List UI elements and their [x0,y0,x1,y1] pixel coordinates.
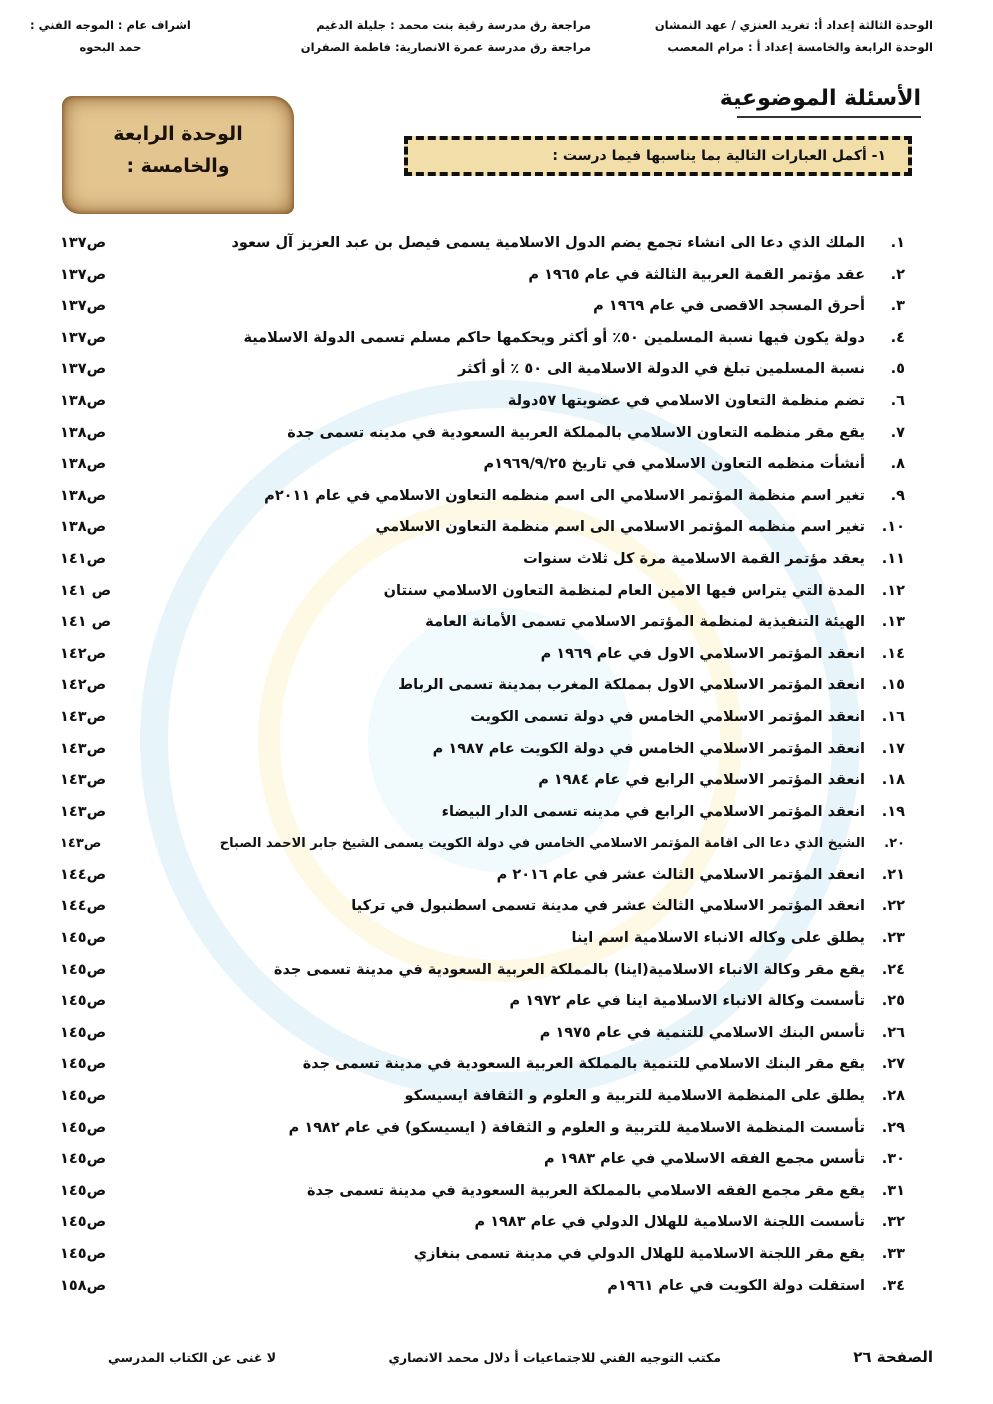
item-number: ١٤. [881,645,905,662]
item-number: ٢٩. [881,1119,905,1136]
list-item [60,1239,905,1271]
item-number: ١٢. [881,582,905,599]
item-text: انعقد المؤتمر الاسلامي الاول بمملكة المغرب بمدينة تسمى الرباط [398,677,865,694]
item-page-ref: ص١٤٢ [60,677,107,694]
header-prepared-by: الوحدة الثالثة إعداد أ: تغريد العنزي / عهد النمشان الوحدة الرابعة والخامسة إعداد أ : مرام المعصب [654,18,933,54]
list-item [60,986,905,1018]
item-page-ref: ص١٤٣ [60,836,102,852]
list-item [60,607,905,639]
item-number: ٣٢. [881,1214,905,1231]
list-item [60,354,905,386]
item-page-ref: ص١٤٥ [60,1088,107,1105]
item-text: يقع مقر البنك الاسلامي للتنمية بالمملكة العربية السعودية في مدينة تسمى جدة [302,1056,865,1073]
item-text: عقد مؤتمر القمة العربية الثالثة في عام ١٩٦٥ م [528,266,865,283]
item-number: ٦. [890,392,905,409]
item-page-ref: ص١٤٥ [60,1182,107,1199]
item-page-ref: ص ١٤١ [60,582,112,599]
header-supervision: اشراف عام : الموجه الفني : حمد البحوه [30,18,191,54]
item-page-ref: ص١٣٨ [60,424,107,441]
item-page-ref: ص١٤٤ [60,866,107,883]
unit-banner [62,96,294,214]
item-text: تأسست وكالة الانباء الاسلامية اينا في عام ١٩٧٢ م [509,993,865,1010]
item-number: ٩. [890,487,905,504]
item-text: انعقد المؤتمر الاسلامي الثالث عشر في عام ٢٠١٦ م [496,866,865,883]
item-number: ١٨. [881,772,905,789]
list-item [60,734,905,766]
item-number: ٧. [890,424,905,441]
item-text: انعقد المؤتمر الاسلامي الثالث عشر في مدينة تسمى اسطنبول في تركيا [351,898,865,915]
item-text: انعقد المؤتمر الاسلامي الخامس في دولة تسمى الكويت [470,708,865,725]
list-item [60,1113,905,1145]
list-item [60,1049,905,1081]
item-number: ٢. [890,266,905,283]
item-text: تضم منظمة التعاون الاسلامي في عضويتها ٥٧دولة [507,392,865,409]
item-page-ref: ص١٤٥ [60,993,107,1010]
item-page-ref: ص١٣٨ [60,519,107,536]
item-text: يقع مقر منظمه التعاون الاسلامي بالمملكة العربية السعودية في مدينه تسمى جدة [287,424,865,441]
item-page-ref: ص١٣٨ [60,487,107,504]
item-text: يقع مقر وكالة الانباء الاسلامية(اينا) بالمملكة العربية السعودية في مدينة تسمى جدة [273,961,865,978]
item-text: تغير اسم منظمه المؤتمر الاسلامي الى اسم منظمة التعاون الاسلامي [375,519,865,536]
item-number: ٢٨. [881,1088,905,1105]
item-text: أنشأت منظمه التعاون الاسلامي في تاريخ ١٩٦٩/٩/٢٥م [483,456,865,473]
item-page-ref: ص١٤٣ [60,803,107,820]
item-text: الشيخ الذي دعا الى اقامة المؤتمر الاسلامي الخامس في دولة الكويت يسمى الشيخ جابر الاحمد الصباح [219,836,865,852]
item-text: يعقد مؤتمر القمة الاسلامية مرة كل ثلاث سنوات [523,550,865,567]
item-number: ٢٤. [881,961,905,978]
item-number: ٢٧. [881,1056,905,1073]
item-text: انعقد المؤتمر الاسلامي الرابع في مدينه تسمى الدار البيضاء [441,803,865,820]
list-item [60,1144,905,1176]
item-number: ١. [890,235,905,251]
list-item [60,670,905,702]
list-item [60,1271,905,1303]
item-number: ٢٣. [881,930,905,947]
item-page-ref: ص ١٤١ [60,614,112,631]
list-item [60,291,905,323]
item-page-ref: ص١٤٥ [60,1056,107,1073]
item-number: ٣١. [881,1182,905,1199]
item-number: ١٦. [881,708,905,725]
item-text: تغير اسم منظمة المؤتمر الاسلامي الى اسم منظمه التعاون الاسلامي في عام ٢٠١١م [264,487,865,504]
item-number: ٢٦. [881,1024,905,1041]
list-item [60,386,905,418]
footer-note: لا غنى عن الكتاب المدرسي [108,1350,277,1365]
list-item [60,765,905,797]
item-text: استقلت دولة الكويت في عام ١٩٦١م [607,1277,865,1294]
list-item [60,512,905,544]
list-item [60,323,905,355]
list-item [60,923,905,955]
list-item [60,544,905,576]
item-text: انعقد المؤتمر الاسلامي الخامس في دولة الكويت عام ١٩٨٧ م [432,740,865,757]
item-number: ١٩. [881,803,905,820]
item-page-ref: ص١٣٧ [60,235,107,251]
item-text: انعقد المؤتمر الاسلامي الاول في عام ١٩٦٩ م [540,645,865,662]
item-text: يقع مقر اللجنة الاسلامية للهلال الدولي في مدينة تسمى بنغازي [413,1246,865,1262]
item-page-ref: ص١٣٧ [60,361,107,378]
item-number: ١٣. [881,614,905,631]
question-list [60,228,905,1302]
item-page-ref: ص١٣٧ [60,298,107,315]
item-text: دولة يكون فيها نسبة المسلمين ٥٠٪ أو أكثر ويحكمها حاكم مسلم تسمى الدولة الاسلامية [243,329,865,346]
list-item [60,797,905,829]
item-page-ref: ص١٤٥ [60,1214,107,1231]
section-title: الأسئلة الموضوعية [719,86,921,111]
list-item [60,860,905,892]
item-page-ref: ص١٤٢ [60,645,107,662]
item-page-ref: ص١٤٥ [60,1151,107,1168]
item-number: ١٠. [881,519,905,536]
item-number: ٢٥. [881,993,905,1010]
list-item [60,260,905,292]
item-text: المدة التي يتراس فيها الامين العام لمنظمة التعاون الاسلامي سنتان [383,582,865,599]
item-number: ٤. [890,329,905,346]
item-text: يقع مقر مجمع الفقه الاسلامي بالمملكة العربية السعودية في مدينة تسمى جدة [306,1182,865,1199]
item-number: ٣٣. [881,1246,905,1262]
item-page-ref: ص١٤٣ [60,740,107,757]
item-page-ref: ص١٤٣ [60,772,107,789]
item-page-ref: ص١٣٧ [60,266,107,283]
item-page-ref: ص١٤١ [60,550,107,567]
item-page-ref: ص١٤٥ [60,930,107,947]
list-item [60,449,905,481]
page-number: الصفحة ٢٦ [853,1348,933,1366]
list-item [60,1207,905,1239]
item-text: الملك الذي دعا الى انشاء تجمع يضم الدول الاسلامية يسمى فيصل بن عبد العزيز آل سعود [231,235,865,251]
item-number: ٣٤. [881,1277,905,1294]
section-title-underline [737,116,921,118]
list-item [60,1176,905,1208]
item-page-ref: ص١٤٣ [60,708,107,725]
item-page-ref: ص١٤٥ [60,1119,107,1136]
item-number: ٢٢. [881,898,905,915]
item-number: ٢١. [881,866,905,883]
item-number: ١١. [881,550,905,567]
item-page-ref: ص١٤٥ [60,1246,107,1262]
item-page-ref: ص١٣٧ [60,329,107,346]
unit-banner-line-2: والخامسة : [126,155,230,177]
item-text: تأسست المنظمة الاسلامية للتربية و العلوم و الثقافة ( ايسيسكو) في عام ١٩٨٢ م [288,1119,865,1136]
item-text: أحرق المسجد الاقصى في عام ١٩٦٩ م [593,298,865,315]
item-text: تأسس مجمع الفقه الاسلامي في عام ١٩٨٣ م [544,1151,865,1168]
item-number: ٢٠. [884,836,905,852]
item-text: يطلق على وكاله الانباء الاسلامية اسم اينا [571,930,865,947]
item-page-ref: ص١٣٨ [60,392,107,409]
footer-office: مكتب التوجيه الفني للاجتماعيات أ دلال محمد الانصاري [388,1350,721,1365]
item-text: انعقد المؤتمر الاسلامي الرابع في عام ١٩٨٤ م [538,772,865,789]
list-item [60,1018,905,1050]
item-page-ref: ص١٣٨ [60,456,107,473]
item-number: ١٧. [881,740,905,757]
item-number: ٣. [890,298,905,315]
list-item [60,228,905,260]
list-item [60,1081,905,1113]
item-page-ref: ص١٤٤ [60,898,107,915]
list-item [60,828,905,860]
list-item [60,639,905,671]
item-text: تأسست اللجنة الاسلامية للهلال الدولي في عام ١٩٨٣ م [474,1214,865,1231]
item-number: ٨. [890,456,905,473]
item-number: ٣٠. [881,1151,905,1168]
unit-banner-line-1: الوحدة الرابعة [113,123,243,145]
item-text: الهيئة التنفيذية لمنظمة المؤتمر الاسلامي تسمى الأمانة العامة [425,614,865,631]
list-item [60,702,905,734]
list-item [60,481,905,513]
item-page-ref: ص١٥٨ [60,1277,107,1294]
item-number: ١٥. [881,677,905,694]
list-item [60,576,905,608]
item-text: تأسس البنك الاسلامي للتنمية في عام ١٩٧٥ م [539,1024,865,1041]
question-heading: ١- أكمل العبارات التالية بما يناسبها فيما درست : [552,148,886,164]
item-text: نسبة المسلمين تبلغ في الدولة الاسلامية الى ٥٠ ٪ أو أكثر [458,361,865,378]
list-item [60,418,905,450]
item-number: ٥. [890,361,905,378]
list-item [60,955,905,987]
item-page-ref: ص١٤٥ [60,961,107,978]
list-item [60,891,905,923]
item-page-ref: ص١٤٥ [60,1024,107,1041]
header-reviewed-by: مراجعة رق مدرسة رقية بنت محمد : جليلة الدغيم مراجعة رق مدرسة عمرة الانصارية: فاطمة الصفران [300,18,591,54]
item-text: يطلق على المنظمة الاسلامية للتربية و العلوم و الثقافة ايسيسكو [404,1088,865,1105]
question-heading-box [404,136,912,176]
